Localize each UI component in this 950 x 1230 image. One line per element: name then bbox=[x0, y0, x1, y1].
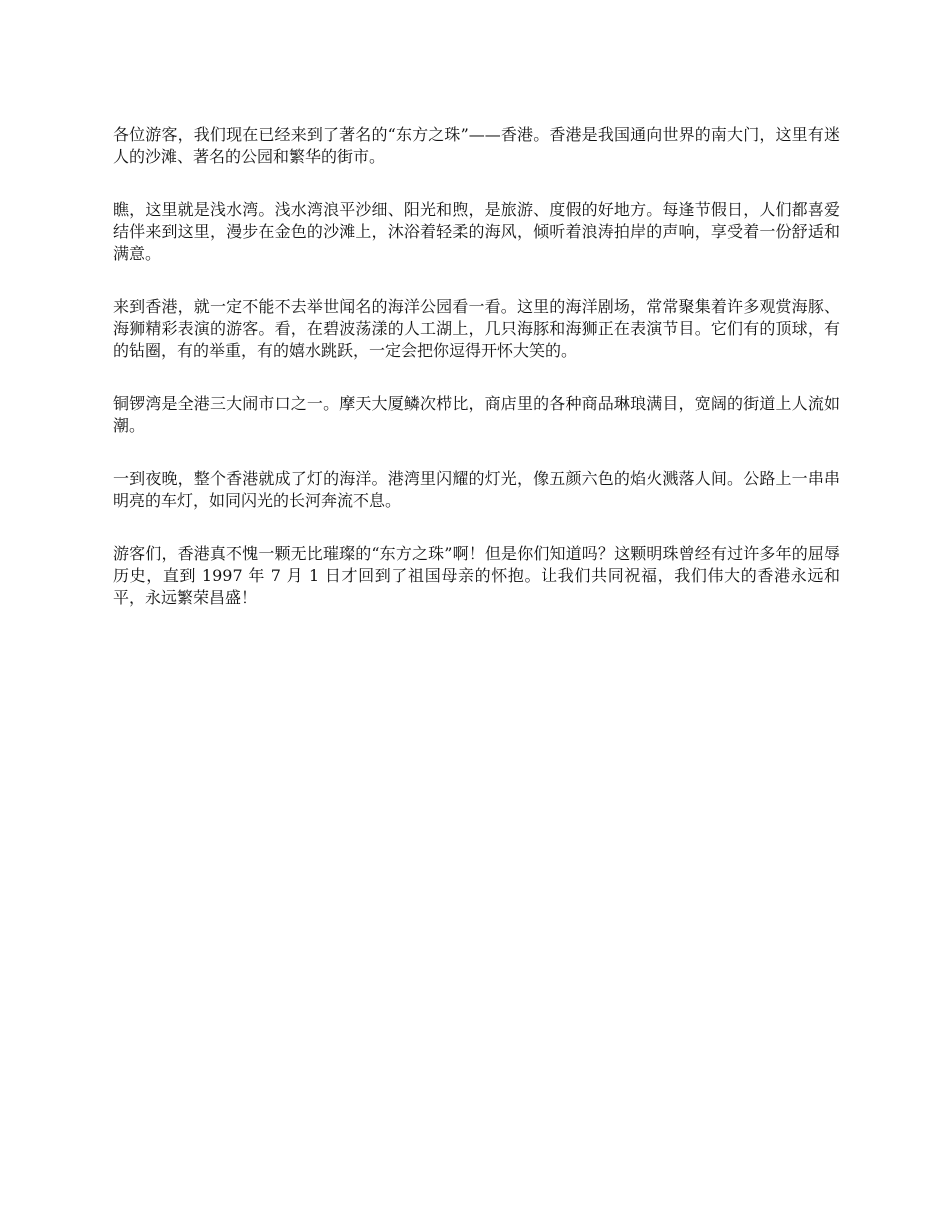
document-body bbox=[113, 124, 840, 640]
paragraph-causeway-bay: 铜锣湾是全港三大闹市口之一。摩天大厦鳞次栉比，商店里的各种商品琳琅满目，宽阔的街道上人流如潮。 bbox=[113, 394, 840, 435]
paragraph-intro: 各位游客，我们现在已经来到了著名的“东方之珠”——香港。香港是我国通向世界的南大门，这里有迷人的沙滩、著名的公园和繁华的街市。 bbox=[113, 125, 840, 166]
paragraph-conclusion: 游客们，香港真不愧一颗无比璀璨的“东方之珠”啊！但是你们知道吗？这颗明珠曾经有过许多年的屈辱历史，直到 1997 年 7 月 1 日才回到了祖国母亲的怀抱。让我们共同祝福，我们伟大的香港永远和平，永远繁荣昌盛！ bbox=[113, 544, 840, 607]
paragraph-night-view: 一到夜晚，整个香港就成了灯的海洋。港湾里闪耀的灯光，像五颜六色的焰火溅落人间。公路上一串串明亮的车灯，如同闪光的长河奔流不息。 bbox=[113, 469, 840, 510]
paragraph-ocean-park: 来到香港，就一定不能不去举世闻名的海洋公园看一看。这里的海洋剧场，常常聚集着许多观赏海豚、海狮精彩表演的游客。看，在碧波荡漾的人工湖上，几只海豚和海狮正在表演节目。它们有的顶球，有的钻圈，有的举重，有的嬉水跳跃，一定会把你逗得开怀大笑的。 bbox=[113, 297, 840, 360]
paragraph-repulse-bay: 瞧，这里就是浅水湾。浅水湾浪平沙细、阳光和煦，是旅游、度假的好地方。每逢节假日，人们都喜爱结伴来到这里，漫步在金色的沙滩上，沐浴着轻柔的海风，倾听着浪涛拍岸的声响，享受着一份舒适和满意。 bbox=[113, 200, 840, 263]
